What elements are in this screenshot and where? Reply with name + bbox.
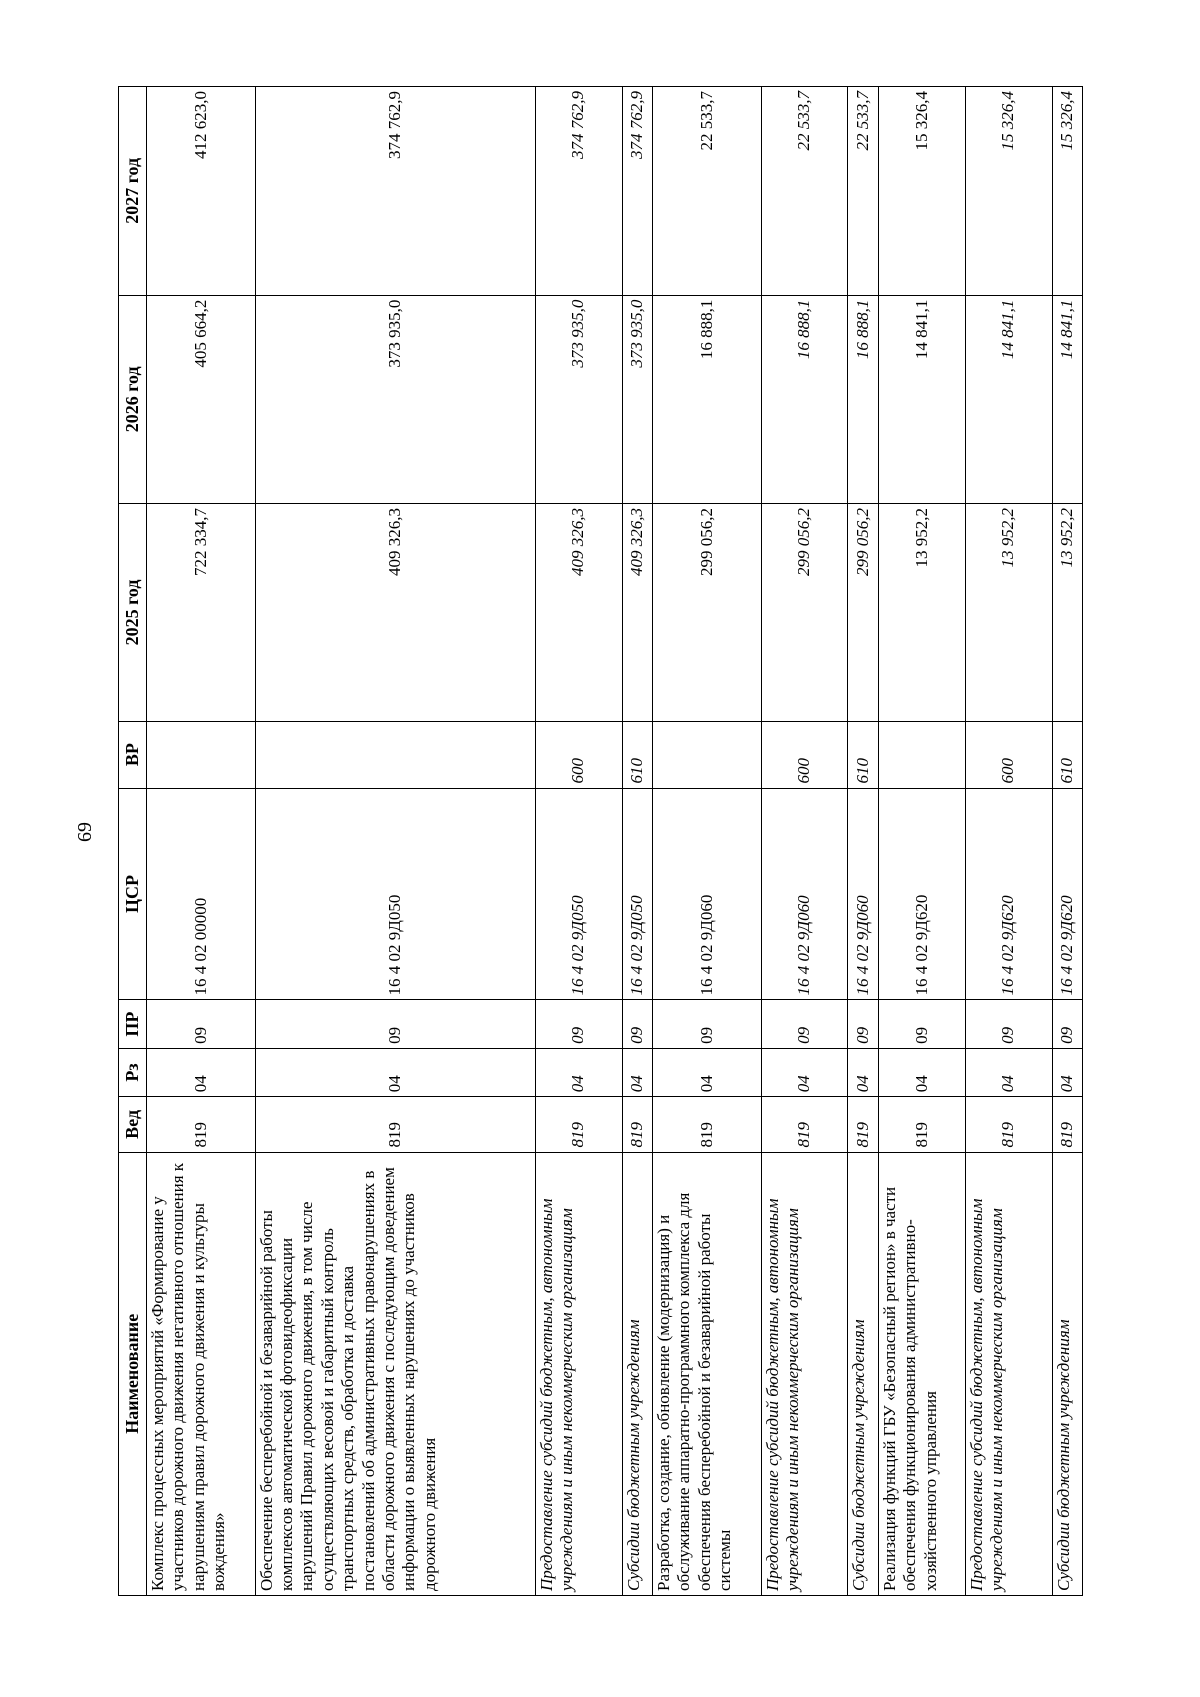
cell-2026: 373 935,0 <box>535 295 622 503</box>
cell-vr: 610 <box>848 721 878 788</box>
cell-csr: 16 4 02 9Д060 <box>848 788 878 1000</box>
cell-vr <box>878 721 965 788</box>
header-vr: ВР <box>119 721 147 788</box>
cell-ved: 819 <box>1052 1097 1082 1152</box>
cell-ved: 819 <box>878 1097 965 1152</box>
header-pr: ПР <box>119 1000 147 1048</box>
cell-csr: 16 4 02 9Д060 <box>652 788 761 1000</box>
cell-rz: 04 <box>878 1048 965 1096</box>
cell-2025: 299 056,2 <box>761 504 848 722</box>
cell-rz: 04 <box>1052 1048 1082 1096</box>
cell-csr: 16 4 02 9Д050 <box>535 788 622 1000</box>
table-row <box>147 87 256 1596</box>
cell-2027: 374 762,9 <box>255 87 535 296</box>
cell-csr: 16 4 02 9Д060 <box>761 788 848 1000</box>
cell-pr: 09 <box>878 1000 965 1048</box>
table-row <box>848 87 878 1596</box>
cell-rz: 04 <box>965 1048 1052 1096</box>
cell-2026: 14 841,1 <box>878 295 965 503</box>
cell-2026: 14 841,1 <box>965 295 1052 503</box>
cell-name: Предоставление субсидий бюджетным, автономным учреждениям и иным некоммерческим организациям <box>761 1152 848 1595</box>
cell-rz: 04 <box>622 1048 652 1096</box>
cell-pr: 09 <box>535 1000 622 1048</box>
cell-2027: 374 762,9 <box>535 87 622 296</box>
header-csr: ЦСР <box>119 788 147 1000</box>
cell-vr: 600 <box>761 721 848 788</box>
cell-2027: 15 326,4 <box>1052 87 1082 296</box>
budget-table <box>118 86 1083 1596</box>
header-2026: 2026 год <box>119 295 147 503</box>
header-ved: Вед <box>119 1097 147 1152</box>
header-2027: 2027 год <box>119 87 147 296</box>
cell-csr: 16 4 02 9Д050 <box>255 788 535 1000</box>
cell-vr: 600 <box>965 721 1052 788</box>
cell-2025: 299 056,2 <box>848 504 878 722</box>
table-row <box>1052 87 1082 1596</box>
cell-vr <box>652 721 761 788</box>
cell-2025: 13 952,2 <box>1052 504 1082 722</box>
cell-2026: 16 888,1 <box>848 295 878 503</box>
cell-rz: 04 <box>147 1048 256 1096</box>
cell-vr: 600 <box>535 721 622 788</box>
cell-name: Предоставление субсидий бюджетным, автономным учреждениям и иным некоммерческим организациям <box>965 1152 1052 1595</box>
cell-2027: 22 533,7 <box>652 87 761 296</box>
cell-pr: 09 <box>652 1000 761 1048</box>
cell-ved: 819 <box>965 1097 1052 1152</box>
cell-2025: 409 326,3 <box>255 504 535 722</box>
cell-2025: 722 334,7 <box>147 504 256 722</box>
cell-rz: 04 <box>535 1048 622 1096</box>
cell-2027: 15 326,4 <box>878 87 965 296</box>
header-rz: Рз <box>119 1048 147 1096</box>
cell-name: Комплекс процессных мероприятий «Формирование у участников дорожного движения негативного отношения к нарушениям правил дорожного движения и культуры вождения» <box>147 1152 256 1595</box>
cell-pr: 09 <box>761 1000 848 1048</box>
cell-name: Предоставление субсидий бюджетным, автономным учреждениям и иным некоммерческим организациям <box>535 1152 622 1595</box>
cell-name: Разработка, создание, обновление (модернизация) и обслуживание аппаратно-программного комплекса для обеспечения бесперебойной и безаварийной работы системы <box>652 1152 761 1595</box>
cell-rz: 04 <box>255 1048 535 1096</box>
table-row <box>255 87 535 1596</box>
cell-2026: 405 664,2 <box>147 295 256 503</box>
table-row <box>761 87 848 1596</box>
table-header-row <box>119 87 147 1596</box>
cell-ved: 819 <box>535 1097 622 1152</box>
cell-name: Субсидии бюджетным учреждениям <box>1052 1152 1082 1595</box>
cell-ved: 819 <box>622 1097 652 1152</box>
table-row <box>535 87 622 1596</box>
cell-2026: 14 841,1 <box>1052 295 1082 503</box>
cell-name: Обеспечение бесперебойной и безаварийной работы комплексов автоматической фотовидеофиксации нарушений Правил дорожного движения, в том числе осуществляющих весовой и габаритный контроль транспортных средств, обработка и доставка постановлений об административных правонарушениях в области дорожного движения с последующим доведением информации о выявленных нарушениях до участников дорожного движения <box>255 1152 535 1595</box>
cell-2026: 373 935,0 <box>255 295 535 503</box>
cell-pr: 09 <box>965 1000 1052 1048</box>
cell-csr: 16 4 02 00000 <box>147 788 256 1000</box>
table-row <box>652 87 761 1596</box>
cell-name: Субсидии бюджетным учреждениям <box>622 1152 652 1595</box>
cell-2027: 22 533,7 <box>848 87 878 296</box>
cell-name: Реализация функций ГБУ «Безопасный регион» в части обеспечения функционирования административно-хозяйственного управления <box>878 1152 965 1595</box>
cell-ved: 819 <box>848 1097 878 1152</box>
cell-2026: 16 888,1 <box>652 295 761 503</box>
cell-vr: 610 <box>622 721 652 788</box>
cell-2026: 373 935,0 <box>622 295 652 503</box>
cell-ved: 819 <box>255 1097 535 1152</box>
cell-ved: 819 <box>761 1097 848 1152</box>
cell-name: Субсидии бюджетным учреждениям <box>848 1152 878 1595</box>
cell-csr: 16 4 02 9Д620 <box>965 788 1052 1000</box>
cell-vr: 610 <box>1052 721 1082 788</box>
cell-rz: 04 <box>761 1048 848 1096</box>
cell-pr: 09 <box>848 1000 878 1048</box>
header-name: Наименование <box>119 1152 147 1595</box>
cell-pr: 09 <box>1052 1000 1082 1048</box>
cell-csr: 16 4 02 9Д050 <box>622 788 652 1000</box>
cell-2027: 374 762,9 <box>622 87 652 296</box>
cell-rz: 04 <box>652 1048 761 1096</box>
cell-csr: 16 4 02 9Д620 <box>878 788 965 1000</box>
cell-2027: 15 326,4 <box>965 87 1052 296</box>
cell-ved: 819 <box>147 1097 256 1152</box>
cell-2026: 16 888,1 <box>761 295 848 503</box>
cell-2027: 22 533,7 <box>761 87 848 296</box>
cell-pr: 09 <box>622 1000 652 1048</box>
cell-csr: 16 4 02 9Д620 <box>1052 788 1082 1000</box>
cell-2025: 13 952,2 <box>878 504 965 722</box>
cell-2025: 13 952,2 <box>965 504 1052 722</box>
cell-2025: 299 056,2 <box>652 504 761 722</box>
cell-2027: 412 623,0 <box>147 87 256 296</box>
table-row <box>622 87 652 1596</box>
table-row <box>965 87 1052 1596</box>
page-number: 69 <box>74 822 96 842</box>
cell-2025: 409 326,3 <box>622 504 652 722</box>
cell-vr <box>147 721 256 788</box>
table-row <box>878 87 965 1596</box>
header-2025: 2025 год <box>119 504 147 722</box>
cell-pr: 09 <box>147 1000 256 1048</box>
cell-rz: 04 <box>848 1048 878 1096</box>
cell-ved: 819 <box>652 1097 761 1152</box>
cell-vr <box>255 721 535 788</box>
cell-2025: 409 326,3 <box>535 504 622 722</box>
cell-pr: 09 <box>255 1000 535 1048</box>
